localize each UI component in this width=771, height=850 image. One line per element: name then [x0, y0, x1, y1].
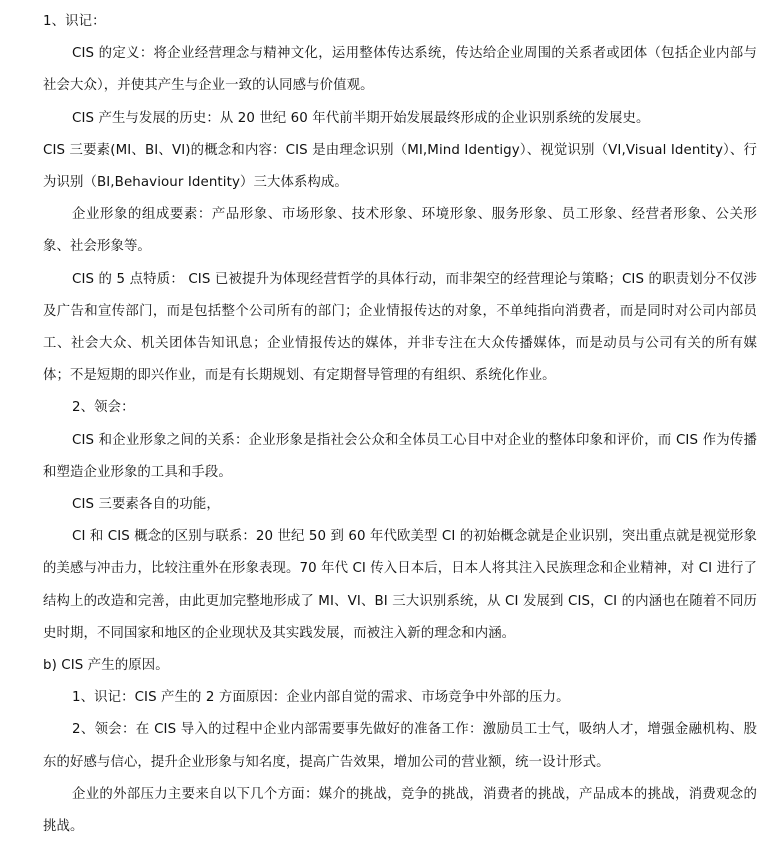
paragraph-external-pressure: 企业的外部压力主要来自以下几个方面：媒介的挑战，竞争的挑战，消费者的挑战，产品成本的挑战，消费观念的挑战。 — [43, 786, 757, 835]
paragraph-image-components: 企业形象的组成要素：产品形象、市场形象、技术形象、环境形象、服务形象、员工形象、经营者形象、公关形象、社会形象等。 — [43, 207, 757, 255]
paragraph-cis-five-traits: CIS 的 5 点特质： CIS 已被提升为体现经营哲学的具体行动，而非架空的经营理论与策略；CIS 的职责划分不仅涉及广告和宣传部门，而是包括整个公司所有的部门；企业情报传达的对象，不单纯指向消费者，而是同时对公司内部员工、社会大众、机关团体告知讯息；企业情报传达的媒体，并非专注在大众传播媒体，而是动员与公司有关的所有媒体；不是短期的即兴作业，而是有长期规划、有定期督导管理的有组织、系统化作业。 — [43, 271, 757, 384]
paragraph-cis-definition: CIS 的定义：将企业经营理念与精神文化，运用整体传达系统，传达给企业周围的关系者或团体（包括企业内部与社会大众），并使其产生与企业一致的认同感与价值观。 — [43, 46, 757, 94]
paragraph-cis-three-elements: CIS 三要素(MI、BI、VI)的概念和内容：CIS 是由理念识别（MI,Mind Identigy）、视觉识别（VI,Visual Identity）、行为识别（BI,Behaviour Identity）三大体系构成。 — [43, 142, 757, 191]
heading-memorize: 1、识记： — [43, 14, 106, 29]
heading-understand: 2、领会： — [72, 400, 135, 416]
paragraph-reasons-understand: 2、领会：在 CIS 导入的过程中企业内部需要事先做好的准备工作：激励员工士气，吸纳人才，增强金融机构、股东的好感与信心，提升企业形象与知名度，提高广告效果，增加公司的营业额，统一设计形式。 — [43, 722, 757, 770]
paragraph-cis-history: CIS 产生与发展的历史：从 20 世纪 60 年代前半期开始发展最终形成的企业识别系统的发展史。 — [72, 110, 650, 126]
paragraph-cis-image-relation: CIS 和企业形象之间的关系：企业形象是指社会公众和全体员工心目中对企业的整体印象和评价，而 CIS 作为传播和塑造企业形象的工具和手段。 — [43, 432, 757, 480]
paragraph-reasons-memorize: 1、识记：CIS 产生的 2 方面原因：企业内部自觉的需求、市场竞争中外部的压力。 — [72, 690, 570, 706]
heading-cis-reasons: b) CIS 产生的原因。 — [43, 658, 169, 674]
paragraph-three-elements-function: CIS 三要素各自的功能， — [72, 497, 220, 513]
paragraph-ci-cis-difference: CI 和 CIS 概念的区别与联系：20 世纪 50 到 60 年代欧美型 CI 的初始概念就是企业识别，突出重点就是视觉形象的美感与冲击力，比较注重外在形象表现。70 年代 CI 传入日本后，日本人将其注入民族理念和企业精神，对 CI 进行了结构上的改造和完善，由此更加完整地形成了 MI、VI、BI 三大识别系统，从 CI 发展到 CIS，CI 的内涵也在随着不同历史时期，不同国家和地区的企业现状及其实践发展，而被注入新的理念和内涵。 — [43, 529, 757, 641]
